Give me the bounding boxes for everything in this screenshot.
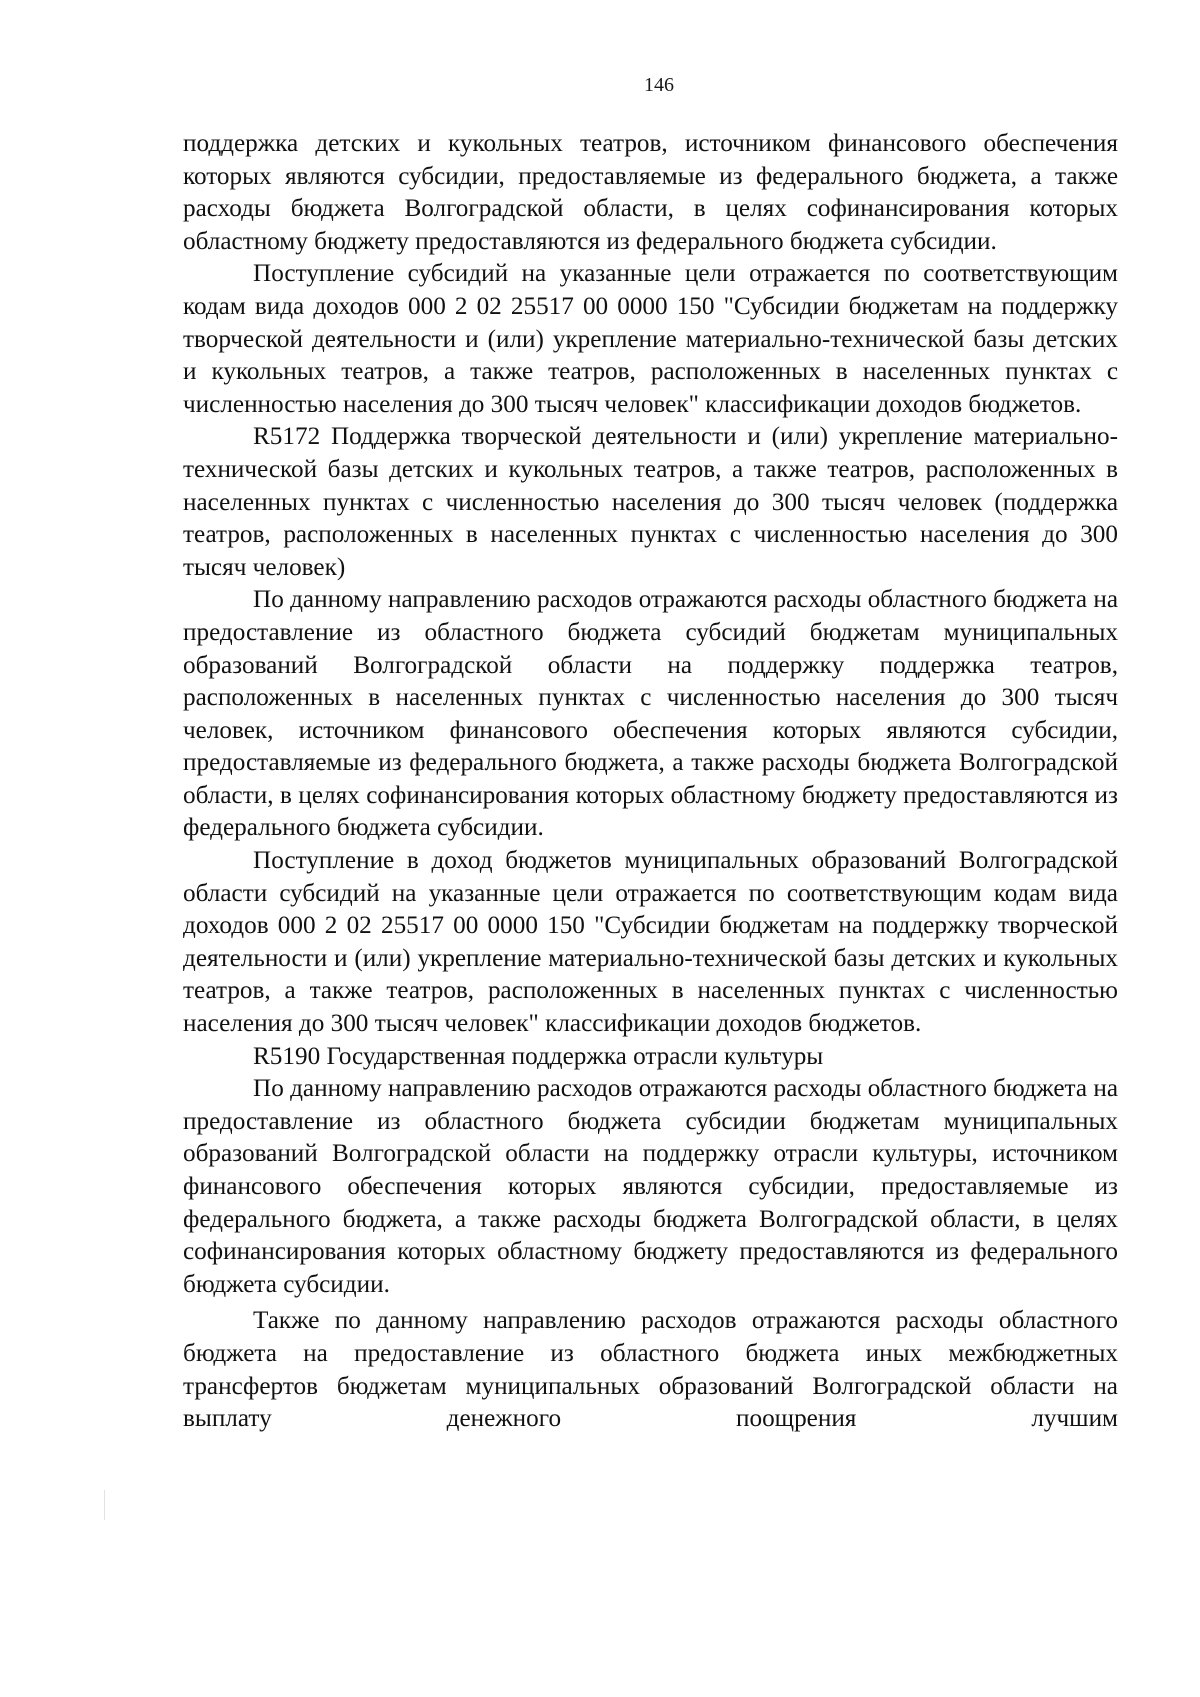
paragraph-expenses-r5190: По данному направлению расходов отражаются расходы областного бюджета на предоставление из областного бюджета субсидии бюджетам муниципальных образований Волгоградской области на поддержку отрасли культуры, источником финансового обеспечения которых являются субсидии, предоставляемые из федерального бюджета, а также расходы бюджета Волгоградской области, в целях софинансирования которых областному бюджету предоставляются из федерального бюджета субсидии. xyxy=(183,1075,1118,1298)
paragraph-continuation: поддержка детских и кукольных театров, источником финансового обеспечения которых являются субсидии, предоставляемые из федерального бюджета, а также расходы бюджета Волгоградской области, в целях софинансирования которых областному бюджету предоставляются из федерального бюджета субсидии. xyxy=(183,130,1118,255)
paragraph-revenue-code-r5171: Поступление субсидий на указанные цели отражается по соответствующим кодам вида доходов 000 2 02 25517 00 0000 150 "Субсидии бюджетам на поддержку творческой деятельности и (или) укрепление материально-технической базы детских и кукольных театров, а также театров, расположенных в населенных пунктах с численностью населения до 300 тысяч человек" классификации доходов бюджетов. xyxy=(183,260,1118,418)
paragraph-heading-r5190: R5190 Государственная поддержка отрасли культуры xyxy=(253,1042,824,1070)
page-number: 146 xyxy=(644,74,674,96)
scan-artifact-line xyxy=(104,1490,105,1520)
paragraph-expenses-r5172: По данному направлению расходов отражаются расходы областного бюджета на предоставление из областного бюджета субсидий бюджетам муниципальных образований Волгоградской области на поддержку поддержка театров, расположенных в населенных пунктах с численностью населения до 300 тысяч человек, источником финансового обеспечения которых являются субсидии, предоставляемые из федерального бюджета, а также расходы бюджета Волгоградской области, в целях софинансирования которых областному бюджету предоставляются из федерального бюджета субсидии. xyxy=(183,586,1118,842)
document-body xyxy=(183,128,1118,1436)
paragraph-heading-r5172: R5172 Поддержка творческой деятельности и (или) укрепление материально-технической базы детских и кукольных театров, а также театров, расположенных в населенных пунктах с численностью населения до 300 тысяч человек (поддержка театров, расположенных в населенных пунктах с численностью населения до 300 тысяч человек) xyxy=(183,423,1118,581)
paragraph-revenue-code-r5172: Поступление в доход бюджетов муниципальных образований Волгоградской области субсидий на указанные цели отражается по соответствующим кодам вида доходов 000 2 02 25517 00 0000 150 "Субсидии бюджетам на поддержку творческой деятельности и (или) укрепление материально-технической базы детских и кукольных театров, а также театров, расположенных в населенных пунктах с численностью населения до 300 тысяч человек" классификации доходов бюджетов. xyxy=(183,847,1118,1038)
paragraph-interbudget-transfers: Также по данному направлению расходов отражаются расходы областного бюджета на предоставление из областного бюджета иных межбюджетных трансфертов бюджетам муниципальных образований Волгоградской области на выплату денежного поощрения лучшим xyxy=(183,1307,1118,1433)
